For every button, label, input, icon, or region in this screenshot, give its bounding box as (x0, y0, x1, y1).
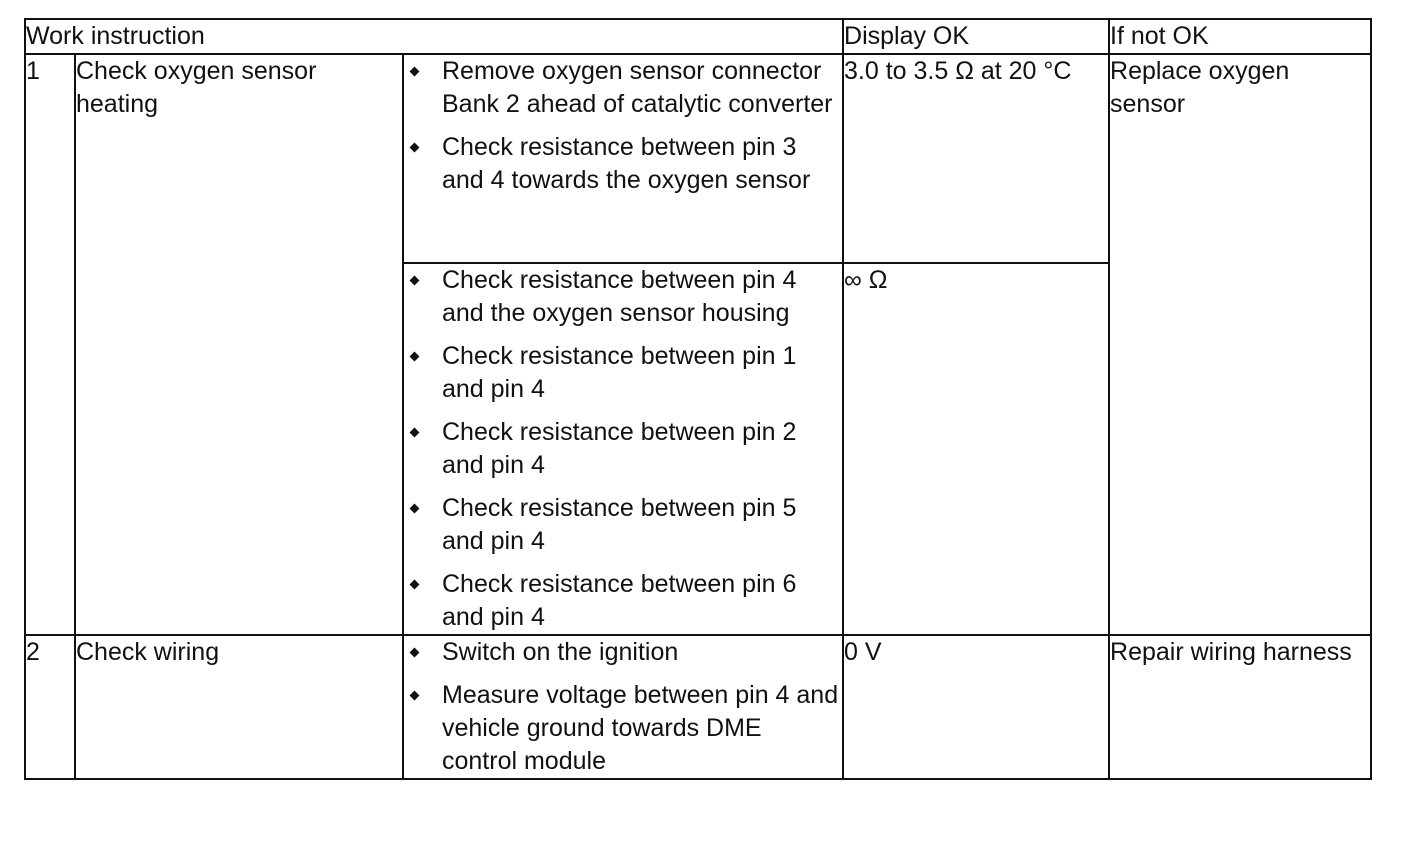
list-item (404, 679, 842, 778)
list-item (404, 416, 842, 482)
table-row (25, 54, 1371, 263)
if-not-ok-action: Replace oxygen sensor (1109, 54, 1371, 635)
list-item (404, 492, 842, 558)
list-item (404, 55, 842, 121)
list-item (404, 264, 842, 330)
step-list-cell (403, 54, 843, 263)
header-row (25, 19, 1371, 54)
step-number: 1 (25, 54, 75, 635)
task-description: Check oxygen sensor heating (75, 54, 403, 635)
if-not-ok-header: If not OK (1109, 19, 1371, 54)
step-list-cell (403, 263, 843, 635)
step-list (404, 264, 842, 634)
bullet-diamond-icon (410, 504, 420, 514)
list-item (404, 568, 842, 634)
bullet-diamond-icon (410, 580, 420, 590)
step-text: Check resistance between pin 6 and pin 4 (442, 570, 797, 631)
step-list-cell (403, 635, 843, 779)
bullet-diamond-icon (410, 691, 420, 701)
list-item (404, 340, 842, 406)
step-text: Check resistance between pin 1 and pin 4 (442, 342, 797, 403)
step-text: Switch on the ignition (442, 638, 679, 666)
bullet-diamond-icon (410, 143, 420, 153)
step-text: Check resistance between pin 3 and 4 towards the oxygen sensor (442, 133, 811, 194)
step-number: 2 (25, 635, 75, 779)
step-text: Remove oxygen sensor connector Bank 2 ahead of catalytic converter (442, 57, 833, 118)
list-item (404, 636, 842, 669)
bullet-diamond-icon (410, 648, 420, 658)
display-ok-value: 0 V (843, 635, 1109, 779)
if-not-ok-action: Repair wiring harness (1109, 635, 1371, 779)
bullet-diamond-icon (410, 352, 420, 362)
work-instruction-header: Work instruction (25, 19, 843, 54)
list-item (404, 131, 842, 197)
bullet-diamond-icon (410, 67, 420, 77)
display-ok-value: ∞ Ω (843, 263, 1109, 635)
bullet-diamond-icon (410, 428, 420, 438)
display-ok-header: Display OK (843, 19, 1109, 54)
step-text: Measure voltage between pin 4 and vehicle ground towards DME control module (442, 681, 839, 775)
bullet-diamond-icon (410, 276, 420, 286)
task-description: Check wiring (75, 635, 403, 779)
step-text: Check resistance between pin 2 and pin 4 (442, 418, 797, 479)
work-instruction-table (24, 18, 1372, 780)
step-list (404, 636, 842, 778)
display-ok-value: 3.0 to 3.5 Ω at 20 °C (843, 54, 1109, 263)
step-text: Check resistance between pin 5 and pin 4 (442, 494, 797, 555)
table-row (25, 635, 1371, 779)
step-list (404, 55, 842, 197)
step-text: Check resistance between pin 4 and the oxygen sensor housing (442, 266, 797, 327)
